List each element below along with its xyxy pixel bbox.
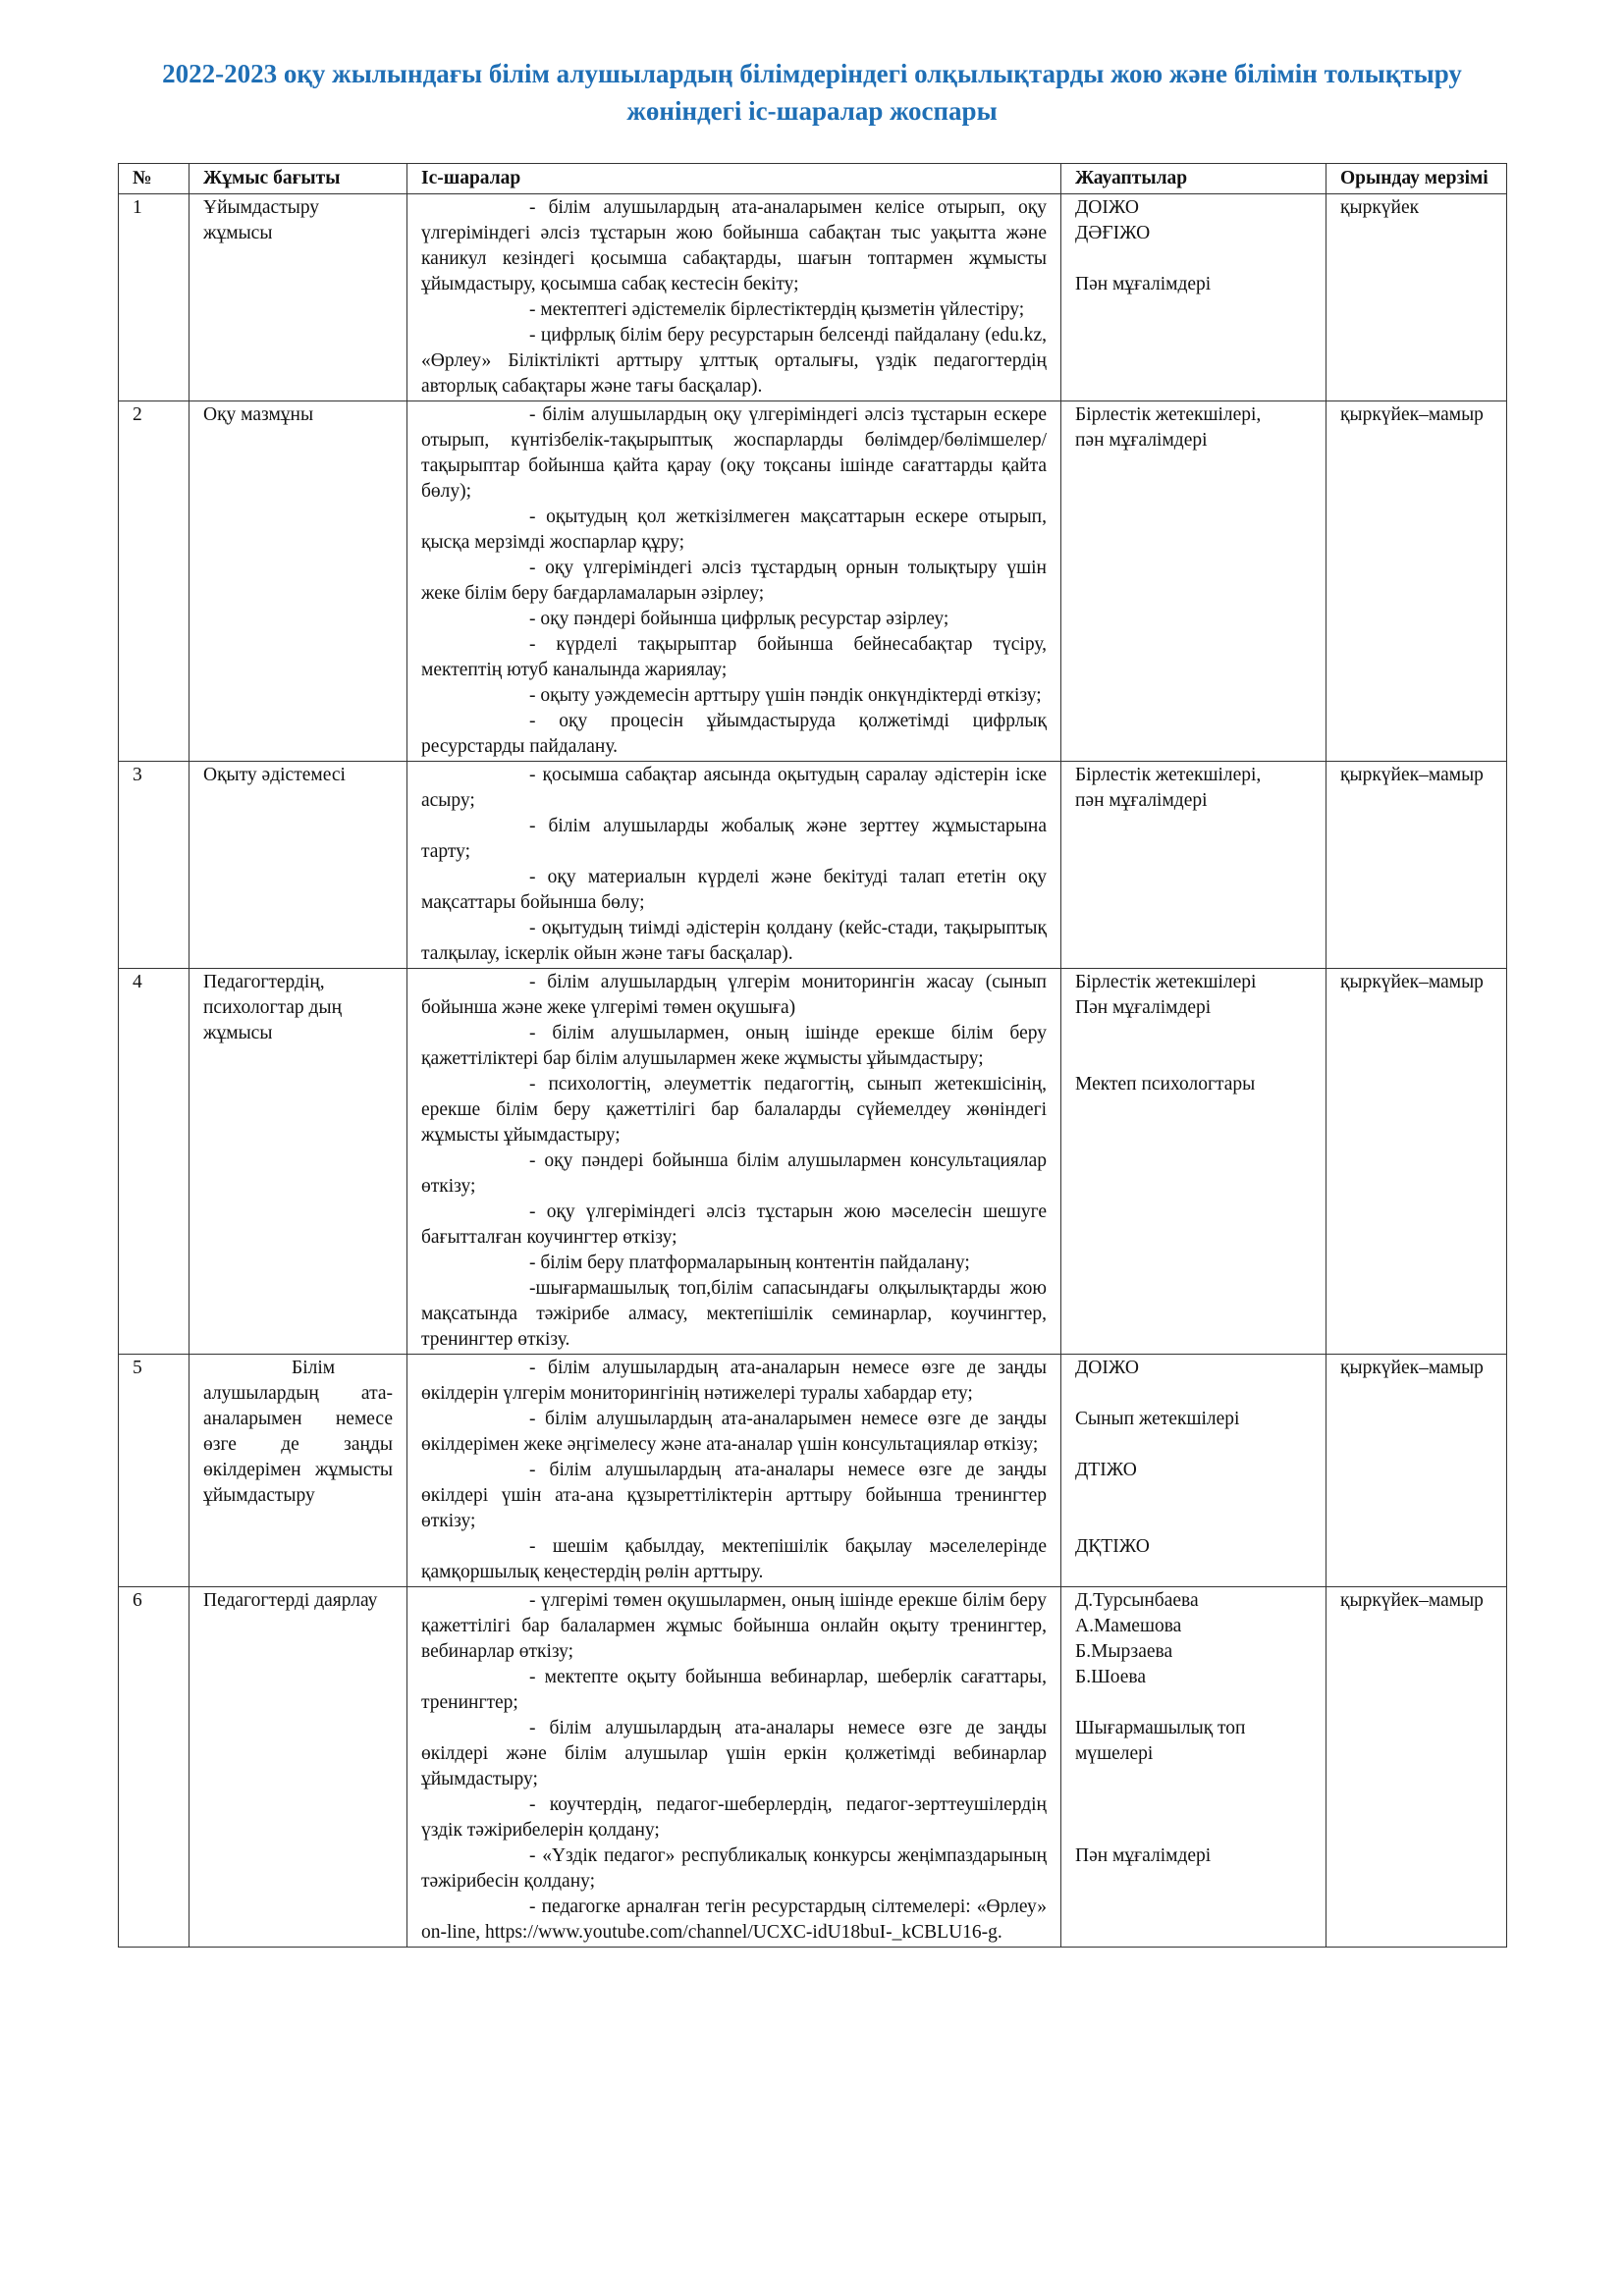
table-row <box>119 1355 1507 1587</box>
row-responsible <box>1061 401 1326 762</box>
row-num: 4 <box>119 969 189 1355</box>
table-header-row <box>119 164 1507 194</box>
table-row <box>119 401 1507 762</box>
table-row <box>119 1587 1507 1948</box>
activity-item: - оқытудың тиімді әдістерін қолдану (кейс-стади, тақырыптық талқылау, іскерлік ойын және тағы басқалар). <box>421 918 1047 964</box>
row-responsible <box>1061 194 1326 401</box>
responsible-item <box>1075 1432 1312 1458</box>
row-deadline: қыркүйек–мамыр <box>1326 1355 1507 1587</box>
activity-item: - оқыту уәждемесін арттыру үшін пәндік онкүндіктерді өткізу; <box>529 685 1042 706</box>
responsible-item: Бірлестік жетекшілері, <box>1075 404 1262 425</box>
row-direction: Оқыту әдістемесі <box>189 762 407 969</box>
responsible-item: Пән мұғалімдері <box>1075 997 1212 1018</box>
responsible-item: ДОІЖО <box>1075 197 1139 218</box>
responsible-item <box>1075 1021 1312 1046</box>
table-row <box>119 969 1507 1355</box>
responsible-item: пән мұғалімдері <box>1075 430 1208 451</box>
row-deadline: қыркүйек–мамыр <box>1326 1587 1507 1948</box>
row-num: 5 <box>119 1355 189 1587</box>
responsible-item <box>1075 1509 1312 1534</box>
table-row <box>119 194 1507 401</box>
activity-item: - білім алушылардың ата-аналарын немесе өзге де заңды өкілдерін үлгерім мониторингінің нәтижелері туралы хабардар ету; <box>421 1358 1047 1404</box>
document-title <box>39 55 1585 130</box>
activity-item: - оқу үлгеріміндегі әлсіз тұстарын жою мәселесін шешуге бағытталған коучингтер өткізу; <box>421 1201 1047 1248</box>
row-num: 3 <box>119 762 189 969</box>
activity-item: - педагогке арналған тегін ресурстардың сілтемелері: «Өрлеу» on-line, https://www.youtube.com/channel/UCXC-idU18buI-_kCBLU16-g. <box>421 1896 1047 1943</box>
row-deadline: қыркүйек–мамыр <box>1326 762 1507 969</box>
activity-item: - білім алушылардың ата-аналарымен немесе өзге де заңды өкілдерімен жеке әңгімелесу және ата-аналар үшін консультациялар өткізу; <box>421 1409 1047 1455</box>
row-direction: Ұйымдастыру жұмысы <box>189 194 407 401</box>
activity-item: - күрделі тақырыптар бойынша бейнесабақтар түсіру, мектептің ютуб каналында жариялау; <box>421 634 1047 680</box>
row-num: 1 <box>119 194 189 401</box>
row-responsible <box>1061 1355 1326 1587</box>
activity-item: - оқу процесін ұйымдастыруда қолжетімді цифрлық ресурстарды пайдалану. <box>421 711 1047 757</box>
responsible-item <box>1075 1483 1312 1509</box>
row-direction: Оқу мазмұны <box>189 401 407 762</box>
activity-item: - білім алушылардың үлгерім мониторингін жасау (сынып бойынша және жеке үлгерімі төмен оқушыға) <box>421 972 1047 1018</box>
header-responsible: Жауаптылар <box>1061 164 1326 194</box>
row-direction: Педагогтерді даярлау <box>189 1587 407 1948</box>
activity-item: - цифрлық білім беру ресурстарын белсенді пайдалану (edu.kz, «Өрлеу» Біліктілікті арттыру ұлттық орталығы, үздік педагогтердің авторлық сабақтары және тағы басқалар). <box>421 325 1047 397</box>
responsible-item <box>1075 246 1312 272</box>
activity-item: - білім алушылардың ата-аналары немесе өзге де заңды өкілдері үшін ата-ана құзыреттіліктерін арттыру бойынша тренингтер өткізу; <box>421 1460 1047 1531</box>
responsible-item: ДТІЖО <box>1075 1460 1137 1480</box>
responsible-item: Пән мұғалімдері <box>1075 274 1212 294</box>
responsible-item: ДҚТІЖО <box>1075 1536 1150 1557</box>
row-responsible <box>1061 1587 1326 1948</box>
responsible-item: Б.Шоева <box>1075 1667 1146 1687</box>
table-row <box>119 762 1507 969</box>
header-activities: Іс-шаралар <box>407 164 1061 194</box>
row-activities <box>407 969 1061 1355</box>
responsible-item <box>1075 1767 1312 1792</box>
activity-item: - білім алушылардың ата-аналары немесе өзге де заңды өкілдері және білім алушылар үшін еркін қолжетімді вебинарлар ұйымдастыру; <box>421 1718 1047 1789</box>
title-line-1: 2022-2023 оқу жылындағы білім алушылардың білімдеріндегі олқылықтарды жою және білімін толықтыру <box>162 59 1462 88</box>
activity-item: - психологтің, әлеуметтік педагогтің, сынып жетекшісінің, ерекше білім беру қажеттілігі бар балаларды сүйемелдеу жөніндегі жұмысты ұйымдастыру; <box>421 1074 1047 1146</box>
responsible-item <box>1075 1690 1312 1716</box>
responsible-item: пән мұғалімдері <box>1075 790 1208 811</box>
responsible-item: Пән мұғалімдері <box>1075 1845 1212 1866</box>
plan-table <box>118 163 1507 1948</box>
row-activities <box>407 1587 1061 1948</box>
responsible-item: А.Мамешова <box>1075 1616 1182 1636</box>
row-num: 6 <box>119 1587 189 1948</box>
row-num: 2 <box>119 401 189 762</box>
responsible-item: Сынып жетекшілері <box>1075 1409 1240 1429</box>
activity-item: - білім беру платформаларының контентін пайдалану; <box>529 1253 970 1273</box>
row-responsible <box>1061 762 1326 969</box>
responsible-item: Мектеп психологтары <box>1075 1074 1256 1095</box>
header-direction: Жұмыс бағыты <box>189 164 407 194</box>
responsible-item: Б.Мырзаева <box>1075 1641 1173 1662</box>
activity-item: - оқу үлгеріміндегі әлсіз тұстардың орнын толықтыру үшін жеке білім беру бағдарламаларын әзірлеу; <box>421 558 1047 604</box>
row-deadline: қыркүйек <box>1326 194 1507 401</box>
responsible-item: ДӘҒІЖО <box>1075 223 1151 243</box>
responsible-item: Бірлестік жетекшілері <box>1075 972 1257 992</box>
activity-item: - мектепте оқыту бойынша вебинарлар, шеберлік сағаттары, тренингтер; <box>421 1667 1047 1713</box>
activity-item: - оқу пәндері бойынша цифрлық ресурстар әзірлеу; <box>529 609 949 629</box>
row-deadline: қыркүйек–мамыр <box>1326 969 1507 1355</box>
row-direction: Білім алушылардың ата-аналарымен немесе өзге де заңды өкілдерімен жұмысты ұйымдастыру <box>189 1355 407 1587</box>
responsible-item <box>1075 1792 1312 1818</box>
responsible-item <box>1075 1381 1312 1407</box>
header-num: № <box>119 164 189 194</box>
activity-item: - мектептегі әдістемелік бірлестіктердің қызметін үйлестіру; <box>529 299 1025 320</box>
responsible-item <box>1075 1818 1312 1843</box>
row-activities <box>407 1355 1061 1587</box>
responsible-item: Бірлестік жетекшілері, <box>1075 765 1262 785</box>
activity-item: - үлгерімі төмен оқушылармен, оның ішінде ерекше білім беру қажеттілігі бар балалармен жұмыс бойынша онлайн оқыту тренингтер, вебинарлар өткізу; <box>421 1590 1047 1662</box>
activity-item: - «Үздік педагог» республикалық конкурсы жеңімпаздарының тәжірибесін қолдану; <box>421 1845 1047 1892</box>
activity-item: - оқу материалын күрделі және бекітуді талап ететін оқу мақсаттары бойынша бөлу; <box>421 867 1047 913</box>
activity-item: - қосымша сабақтар аясында оқытудың саралау әдістерін іске асыру; <box>421 765 1047 811</box>
activity-item: - білім алушылармен, оның ішінде ерекше білім беру қажеттіліктері бар білім алушылармен жеке жұмысты ұйымдастыру; <box>421 1023 1047 1069</box>
responsible-item <box>1075 1046 1312 1072</box>
header-deadline: Орындау мерзімі <box>1326 164 1507 194</box>
row-activities <box>407 401 1061 762</box>
activity-item: - білім алушылардың ата-аналарымен келісе отырып, оқу үлгеріміндегі әлсіз тұстарын жою бойынша сабақтан тыс уақытта және каникул кезіндегі қосымша сабақтарды, шағын топтармен жұмысты ұйымдастыру, қосымша сабақ кестесін бекіту; <box>421 197 1047 294</box>
row-activities <box>407 194 1061 401</box>
activity-item: - білім алушыларды жобалық және зерттеу жұмыстарына тарту; <box>421 816 1047 862</box>
activity-item: - білім алушылардың оқу үлгеріміндегі әлсіз тұстарын ескере отырып, күнтізбелік-тақырыптық жоспарларды бөлімдер/бөлімшелер/тақырыптар бойынша қайта қарау (оқу тоқсаны ішінде сағаттарды қайта бөлу); <box>421 404 1047 502</box>
responsible-item: Шығармашылық топ мүшелері <box>1075 1718 1246 1764</box>
row-direction: Педагогтердің, психологтар дың жұмысы <box>189 969 407 1355</box>
responsible-item: ДОІЖО <box>1075 1358 1139 1378</box>
row-responsible <box>1061 969 1326 1355</box>
activity-item: -шығармашылық топ,білім сапасындағы олқылықтарды жою мақсатында тәжірибе алмасу, мектепішілік семинарлар, коучингтер, тренингтер өткізу. <box>421 1278 1047 1350</box>
activity-item: - шешім қабылдау, мектепішілік бақылау мәселелерінде қамқоршылық кеңестердің рөлін арттыру. <box>421 1536 1047 1582</box>
activity-item: - коучтердің, педагог-шеберлердің, педагог-зерттеушілердің үздік тәжірибелерін қолдану; <box>421 1794 1047 1841</box>
title-line-2: жөніндегі іс-шаралар жоспары <box>626 96 998 126</box>
activity-item: - оқытудың қол жеткізілмеген мақсаттарын ескере отырып, қысқа мерзімді жоспарлар құру; <box>421 507 1047 553</box>
row-deadline: қыркүйек–мамыр <box>1326 401 1507 762</box>
responsible-item: Д.Турсынбаева <box>1075 1590 1199 1611</box>
row-activities <box>407 762 1061 969</box>
activity-item: - оқу пәндері бойынша білім алушылармен консультациялар өткізу; <box>421 1150 1047 1197</box>
